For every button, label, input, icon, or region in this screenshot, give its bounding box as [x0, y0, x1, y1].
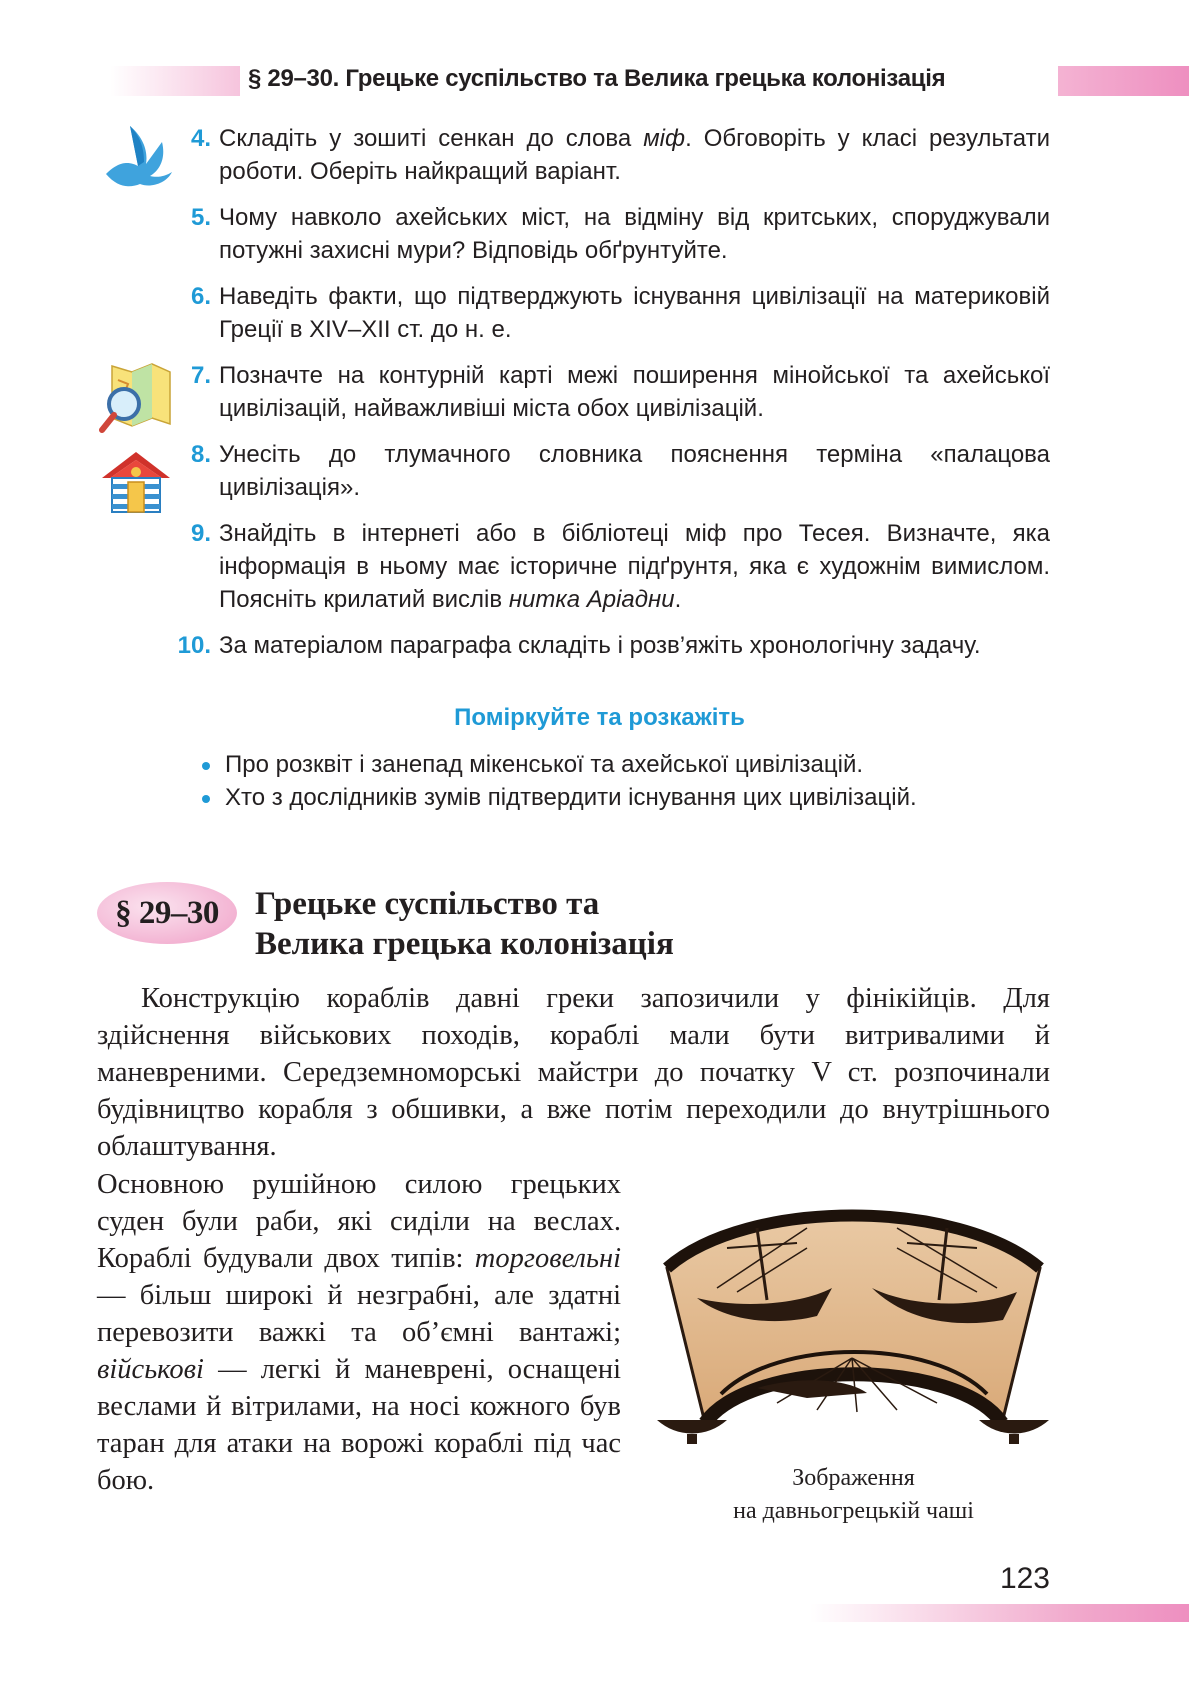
discuss-list	[200, 748, 1060, 814]
task-number: 4.	[190, 125, 211, 152]
task-text: Наведіть факти, що підтверджують існування цивілізації на материковій Греції в XIV–XII ст. до н. е.	[219, 283, 1050, 343]
task-item	[160, 629, 1050, 662]
section-badge: § 29–30	[97, 882, 237, 944]
task-text: Складіть у зошиті сенкан до слова міф. Обговоріть у класі результати роботи. Оберіть найкращий варіант.	[219, 125, 1051, 185]
section-title-line: Велика грецька колонізація	[255, 926, 674, 962]
task-number: 6.	[190, 283, 211, 310]
task-text: За матеріалом параграфа складіть і розв’яжіть хронологічну задачу.	[219, 632, 981, 659]
figure-caption	[652, 1462, 1055, 1528]
section-title	[255, 884, 955, 964]
task-text: Знайдіть в інтернеті або в бібліотеці міф про Тесея. Визначте, яка інформація в ньому має історичне підґрунтя, яка є художнім вимислом. Поясніть крилатий вислів нитка Аріадни.	[219, 520, 1050, 613]
task-item	[160, 517, 1050, 616]
running-header-title: § 29–30. Грецьке суспільство та Велика грецька колонізація	[248, 65, 946, 92]
task-item	[160, 438, 1050, 504]
discuss-heading: Поміркуйте та розкажіть	[454, 704, 745, 731]
task-number: 9.	[190, 520, 211, 547]
task-item	[160, 201, 1050, 267]
task-text: Чому навколо ахейських міст, на відміну від критських, споруджували потужні захисні мури? Відповідь обґрунтуйте.	[219, 204, 1050, 264]
greek-cup-illustration	[657, 1188, 1050, 1453]
header-band-left	[110, 66, 240, 96]
task-text: Позначте на контурній карті межі поширення мінойської та ахейської цивілізацій, найважливіші міста обох цивілізацій.	[219, 362, 1050, 422]
ships-paragraph	[97, 1166, 621, 1499]
running-header	[0, 62, 1189, 100]
caption-line: Зображення	[792, 1465, 915, 1491]
task-text: Унесіть до тлумачного словника пояснення терміна «палацова цивілізація».	[219, 441, 1050, 501]
task-list	[160, 122, 1050, 675]
section-title-line: Грецьке суспільство та	[255, 886, 600, 922]
list-item: Про розквіт і занепад мікенської та ахейської цивілізацій.	[200, 748, 1060, 781]
task-item	[160, 122, 1050, 188]
task-item	[160, 359, 1050, 425]
task-number: 8.	[190, 441, 211, 468]
caption-line: на давньогрецькій чаші	[733, 1498, 974, 1524]
paragraph-text: Конструкцію кораблів давні греки запозичили у фінікійців. Для здійснення військових походів, кораблі мали бути витривалими й маневреними. Середземноморські майстри до початку V ст. розпочинали будівництво корабля з обшивки, а вже потім переходили до внутрішнього облаштування.	[97, 983, 1050, 1162]
page-number: 123	[999, 1562, 1050, 1595]
task-number: 7.	[190, 362, 211, 389]
task-number: 5.	[190, 204, 211, 231]
header-band-right	[1058, 66, 1189, 96]
intro-paragraph	[97, 980, 1050, 1165]
paragraph-text: Основною рушійною силою грецьких суден були раби, які сиділи на веслах. Кораблі будували двох типів: торговельні — більш широкі й незграбні, але здатні перевозити важкі та об’ємні вантажі; військові — легкі й маневрені, оснащені веслами й вітрилами, на носі кожного був таран для атаки на ворожі кораблі під час бою.	[97, 1169, 621, 1496]
task-item	[160, 280, 1050, 346]
list-item: Хто з дослідників зумів підтвердити існування цих цивілізацій.	[200, 781, 1060, 814]
task-number: 10.	[177, 632, 211, 659]
footer-band	[810, 1604, 1189, 1622]
